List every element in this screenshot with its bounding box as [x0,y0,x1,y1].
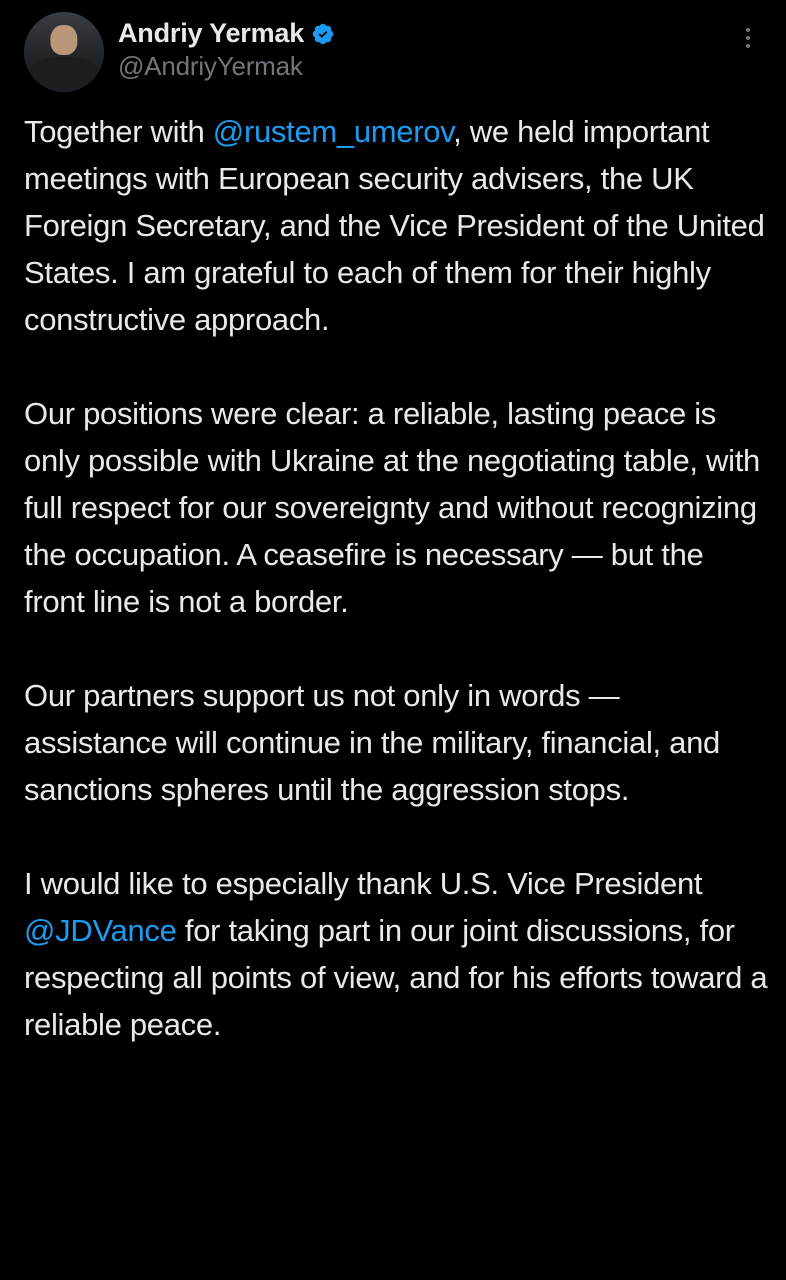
mention-link[interactable]: @rustem_umerov [212,114,454,149]
mention-link[interactable]: @JDVance [24,913,177,948]
avatar[interactable] [24,12,104,92]
tweet-paragraph [24,390,770,625]
more-dot [746,36,750,40]
avatar-body-shape [27,57,101,92]
tweet-text-run: for taking part in our joint discussions, for respecting all points of view, and for his efforts toward a reliable peace. [24,913,768,1042]
tweet-paragraph [24,108,770,343]
more-dot [746,28,750,32]
tweet-text-run: Our positions were clear: a reliable, lasting peace is only possible with Ukraine at the negotiating table, with full respect for our sovereignty and without recognizing the occupation. A ceasefire is necessary — but the front line is not a border. [24,396,760,619]
author-handle[interactable]: @AndriyYermak [118,51,303,81]
tweet-paragraph [24,672,770,813]
tweet-header [24,12,770,92]
author-display-name[interactable]: Andriy Yermak [118,18,305,48]
tweet-text-run: Our partners support us not only in words — assistance will continue in the military, financial, and sanctions spheres until the aggression stops. [24,678,720,807]
author-name-row [118,18,716,49]
tweet-text-run: I would like to especially thank U.S. Vice President [24,866,703,901]
verified-badge-icon [311,22,335,46]
tweet-text-run: Together with [24,114,213,149]
tweet-paragraph [24,860,770,1048]
avatar-head-shape [50,25,77,55]
more-options-icon[interactable] [730,20,766,56]
tweet-text [24,108,770,1048]
tweet-text-run: , we held important meetings with European security advisers, the UK Foreign Secretary, and the Vice President of the United States. I am grateful to each of them for their highly constructive approach. [24,114,765,337]
more-dot [746,44,750,48]
author-name-block [118,12,716,82]
